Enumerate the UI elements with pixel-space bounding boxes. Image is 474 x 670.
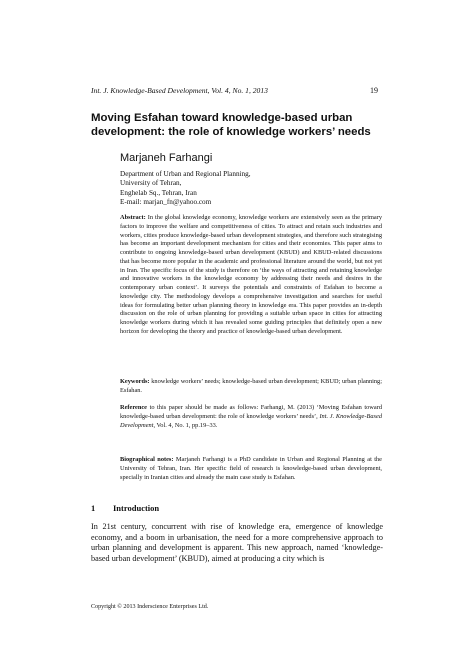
keywords-text: knowledge workers’ needs; knowledge-based urban development; KBUD; urban planning; Esfahan. bbox=[120, 378, 382, 394]
article-title: Moving Esfahan toward knowledge-based urban development: the role of knowledge workers’ needs bbox=[91, 112, 371, 138]
abstract bbox=[120, 214, 382, 337]
abstract-text: In the global knowledge economy, knowledge workers are extensively seen as the primary factors to improve the welfare and competitiveness of cities. To attract and retain such industries and workers, cities produce knowledge-based urban development strategies, and therefore such strategising has become an important development mechanism for cities and their economies. This paper aims to contribute to ongoing knowledge-based urban development (KBUD) and KBUD-related discussions that has become more popular in the academic and professional literature around the world, but not yet in Iran. The specific focus of the study is therefore on ‘the ways of attracting and retaining knowledge and innovative workers in the knowledge economy by addressing their needs and desires in the contemporary urban context’. It surveys the potentials and constraints of Esfahan to become a knowledge city. The methodology develops a comprehensive investigation and searches for useful ideas for formulating better urban planning theory in knowledge era. This paper provides an in-depth discussion on the role of urban planning for providing a suitable urban space in cities for attracting knowledge workers during which it has revealed some guiding principles that definitely open a new horizon for developing the theory and practice of knowledge-based urban development. bbox=[120, 214, 382, 335]
author-name: Marjaneh Farhangi bbox=[120, 152, 213, 164]
reference bbox=[120, 404, 382, 430]
reference-volume: , Vol. 4, No. 1, pp.19–33. bbox=[153, 421, 218, 429]
bio-text: Marjaneh Farhangi is a PhD candidate in Urban and Regional Planning at the University of Tehran, Iran. Her specific field of research is knowledge-based urban development, specially in Iranian cities and already the main case study is Esfahan. bbox=[120, 456, 382, 481]
keywords bbox=[120, 378, 382, 396]
reference-journal: Int. J. Knowledge-Based Development bbox=[120, 412, 382, 429]
biographical-notes bbox=[120, 456, 382, 482]
section-heading bbox=[91, 503, 159, 513]
reference-label: Reference bbox=[120, 404, 148, 411]
section-number: 1 bbox=[91, 503, 96, 513]
page-number: 19 bbox=[370, 86, 378, 95]
affiliation-line: Department of Urban and Regional Planning, bbox=[120, 170, 251, 178]
author-affiliation bbox=[120, 170, 251, 207]
author-email: E-mail: marjan_fn@yahoo.com bbox=[120, 197, 212, 206]
bio-label: Biographical notes: bbox=[120, 456, 174, 463]
copyright-footer: Copyright © 2013 Inderscience Enterprises Ltd. bbox=[91, 604, 209, 610]
running-header: Int. J. Knowledge-Based Development, Vol. 4, No. 1, 2013 bbox=[91, 86, 268, 95]
affiliation-line: Enghelab Sq., Tehran, Iran bbox=[120, 188, 197, 197]
affiliation-line: University of Tehran, bbox=[120, 179, 182, 188]
reference-text: to this paper should be made as follows: Farhangi, M. (2013) ‘Moving Esfahan toward knowledge-based urban development: the role of knowledge workers’ needs’, bbox=[120, 404, 382, 420]
section-title: Introduction bbox=[113, 503, 160, 513]
intro-paragraph: In 21st century, concurrent with rise of knowledge era, emergence of knowledge economy, and a boom in urbanisation, the need for a more comprehensive approach to urban planning and development is apparent. This new approach, named ‘knowledge-based urban development’ (KBUD), aimed at producing a city which is bbox=[91, 522, 383, 563]
keywords-label: Keywords: bbox=[120, 378, 150, 385]
abstract-label: Abstract: bbox=[120, 214, 146, 221]
